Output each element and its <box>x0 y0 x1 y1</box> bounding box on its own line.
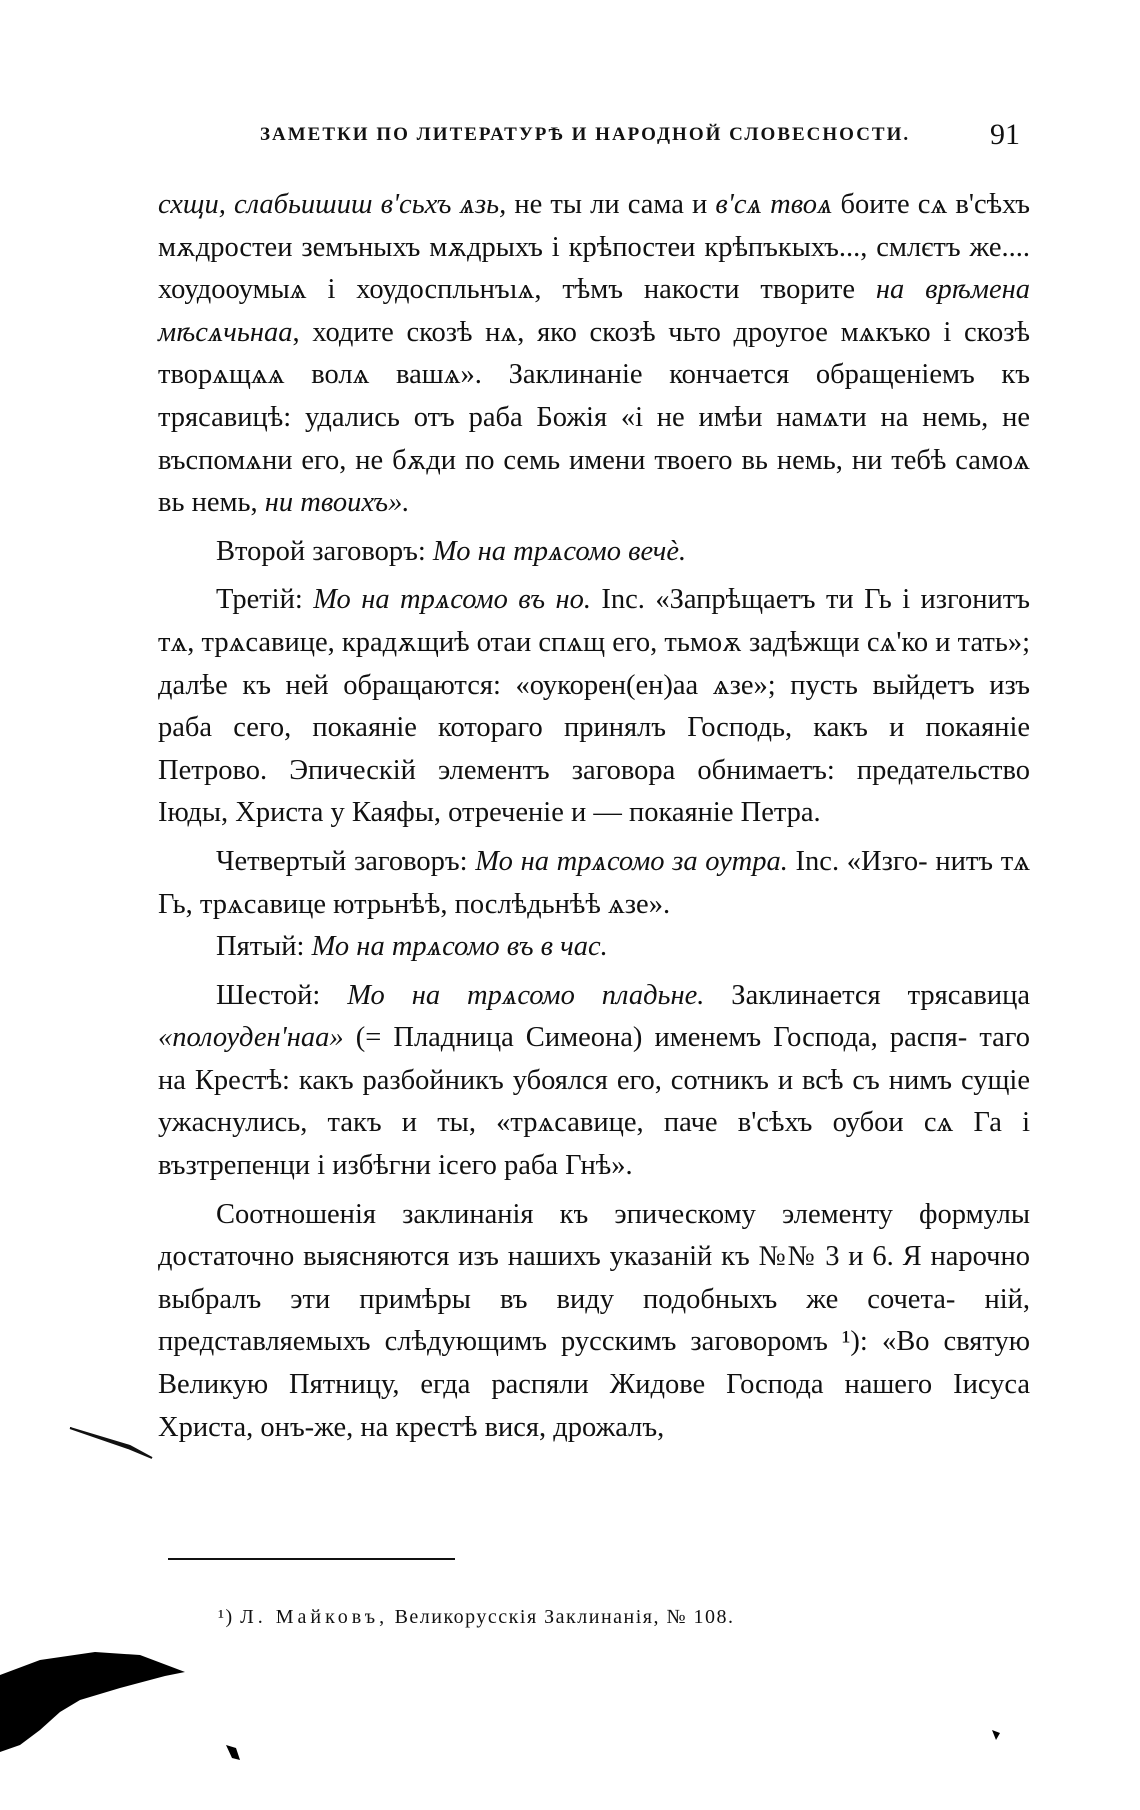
running-title: ЗАМЕТКИ ПО ЛИТЕРАТУРѢ И НАРОДНОЙ СЛОВЕСНОСТИ. <box>260 124 911 145</box>
footnote-text: Великорусскія Заклинанія, № 108. <box>388 1606 735 1628</box>
charm-label: Второй заговоръ: <box>216 535 433 567</box>
charm-title: Мо на трѧсомо пладьне. <box>347 979 705 1011</box>
ink-speck <box>992 1730 1000 1740</box>
footnote-author: Л. Майковъ, <box>240 1606 389 1628</box>
text-line: ѧзе»; пусть выйдетъ изъ раба сего, покаяніе котораго принялъ <box>158 669 1031 744</box>
text-line: нитъ тѧ Гь, трѧсавице ютрьнѣѣ, послѣдьнѣѣ ѧзе». <box>158 845 1031 920</box>
charm-label: Пятый: <box>216 931 312 963</box>
charm-label: Третій: <box>216 584 314 616</box>
ink-blot <box>0 1652 185 1752</box>
text-line: Заклинаніе кончается обращеніемъ къ трясавицѣ: удались отъ <box>158 359 1031 433</box>
pencil-mark <box>70 1428 152 1458</box>
text-line: бѫди по семь имени твоего вь немь, ни тебѣ самоѧ вь немь, <box>158 444 1030 519</box>
text-line: обнимаетъ: предательство Іюды, Христа у Каяфы, отреченіе <box>158 754 1030 829</box>
text-line: і изгонитъ тѧ, трѧсавице, крадѫщиѣ отаи спѧщ его, тьмоѫ <box>158 584 1030 658</box>
charm-title: Мо на трѧсомо вечѐ. <box>432 535 687 567</box>
text-line: съ нимъ сущіе ужаснулись, такъ и ты, «трѧсавице, паче в'сѣхъ <box>158 1064 1030 1139</box>
text-line: оубои сѧ Га і възтрепенци і избѣгни ісего раба Гнѣ». <box>158 1107 1031 1182</box>
text-line: задѣжщи сѧ'ко и тать»; далѣе къ ней обращаются: «оукорен(ен)аа <box>158 626 1030 701</box>
footnote-marker: ¹) <box>218 1606 241 1628</box>
text-line: «Во святую Великую Пятницу, егда распяли Жидове Господа <box>158 1326 1030 1401</box>
text-line: крѣпъкыхъ..., смлєтъ же.... хоудооумыѧ і хоудоспльнъıѧ, <box>158 231 1030 306</box>
text-line: достаточно выясняются изъ нашихъ указаній къ №№ 3 и 6. <box>158 1241 894 1273</box>
text-line: Я нарочно выбралъ эти примѣры въ виду подобныхъ же сочета- <box>158 1241 1031 1315</box>
charm-title: Мо на трѧсомо въ в час. <box>311 931 608 963</box>
text-span: Inc. «Запрѣщаетъ ти Гь <box>590 584 892 616</box>
charm-label: Четвертый заговоръ: <box>216 845 476 877</box>
charm-label: Шестой: <box>216 979 348 1011</box>
text-span: на врѣмена мѣсѧчьнаа <box>158 274 1030 348</box>
text-line: ній, представляемыхъ слѣдующимъ русскимъ заговоромъ ¹): <box>158 1283 1031 1358</box>
text-span: (= Пладница Симеона) именемъ Господа, распя- <box>343 1022 968 1054</box>
text-line: таго на Крестѣ: какъ разбойникъ убоялся его, сотникъ и всѣ <box>158 1022 1030 1096</box>
text-line: боите сѧ в'сѣхъ мѫдростеи земъныхъ мѫдрыхъ і крѣпостеи <box>158 189 1031 263</box>
text-span: «полоуден'наа» <box>158 1022 344 1054</box>
text-span: Заклинается трясавица <box>704 979 1031 1011</box>
text-line: нашего Іисуса Христа, онъ-же, на крестѣ вися, дрожалъ, <box>158 1369 1031 1443</box>
text-span: , ходите скозѣ нѧ, <box>292 316 525 348</box>
text-line: и — покаяніе Петра. <box>570 797 821 829</box>
charm-title: Мо на трѧсомо въ но. <box>313 584 591 616</box>
ink-speck <box>226 1745 240 1760</box>
charm-title: Мо на трѧсомо за оутра. <box>475 845 788 877</box>
text-span: Inc. «Изго- <box>787 845 928 877</box>
text-span: в'сѧ твоѧ <box>715 189 833 220</box>
text-line: Соотношенія заклинанія къ эпическому элементу формулы <box>216 1198 1030 1230</box>
text-span: тѣмъ накости творите <box>562 274 876 306</box>
text-line: раба Божія «і не имѣи намѧти на немь, не въспомѧни его, не <box>158 401 1030 476</box>
text-span: схщи, слабьишиш в'сьхъ ѧзь, <box>158 189 507 220</box>
text-line: ни твоихъ». <box>264 487 410 519</box>
text-span: не ты ли сама и <box>506 189 716 220</box>
text-line: Господь, какъ и покаяніе Петрово. Эпическій элементъ заговора <box>158 712 1031 786</box>
page-number: 91 <box>990 118 1020 151</box>
text-line: яко скозѣ чьто дроугое мѧкъко і скозѣ творѧщѧѧ волѧ вашѧ». <box>158 316 1031 391</box>
